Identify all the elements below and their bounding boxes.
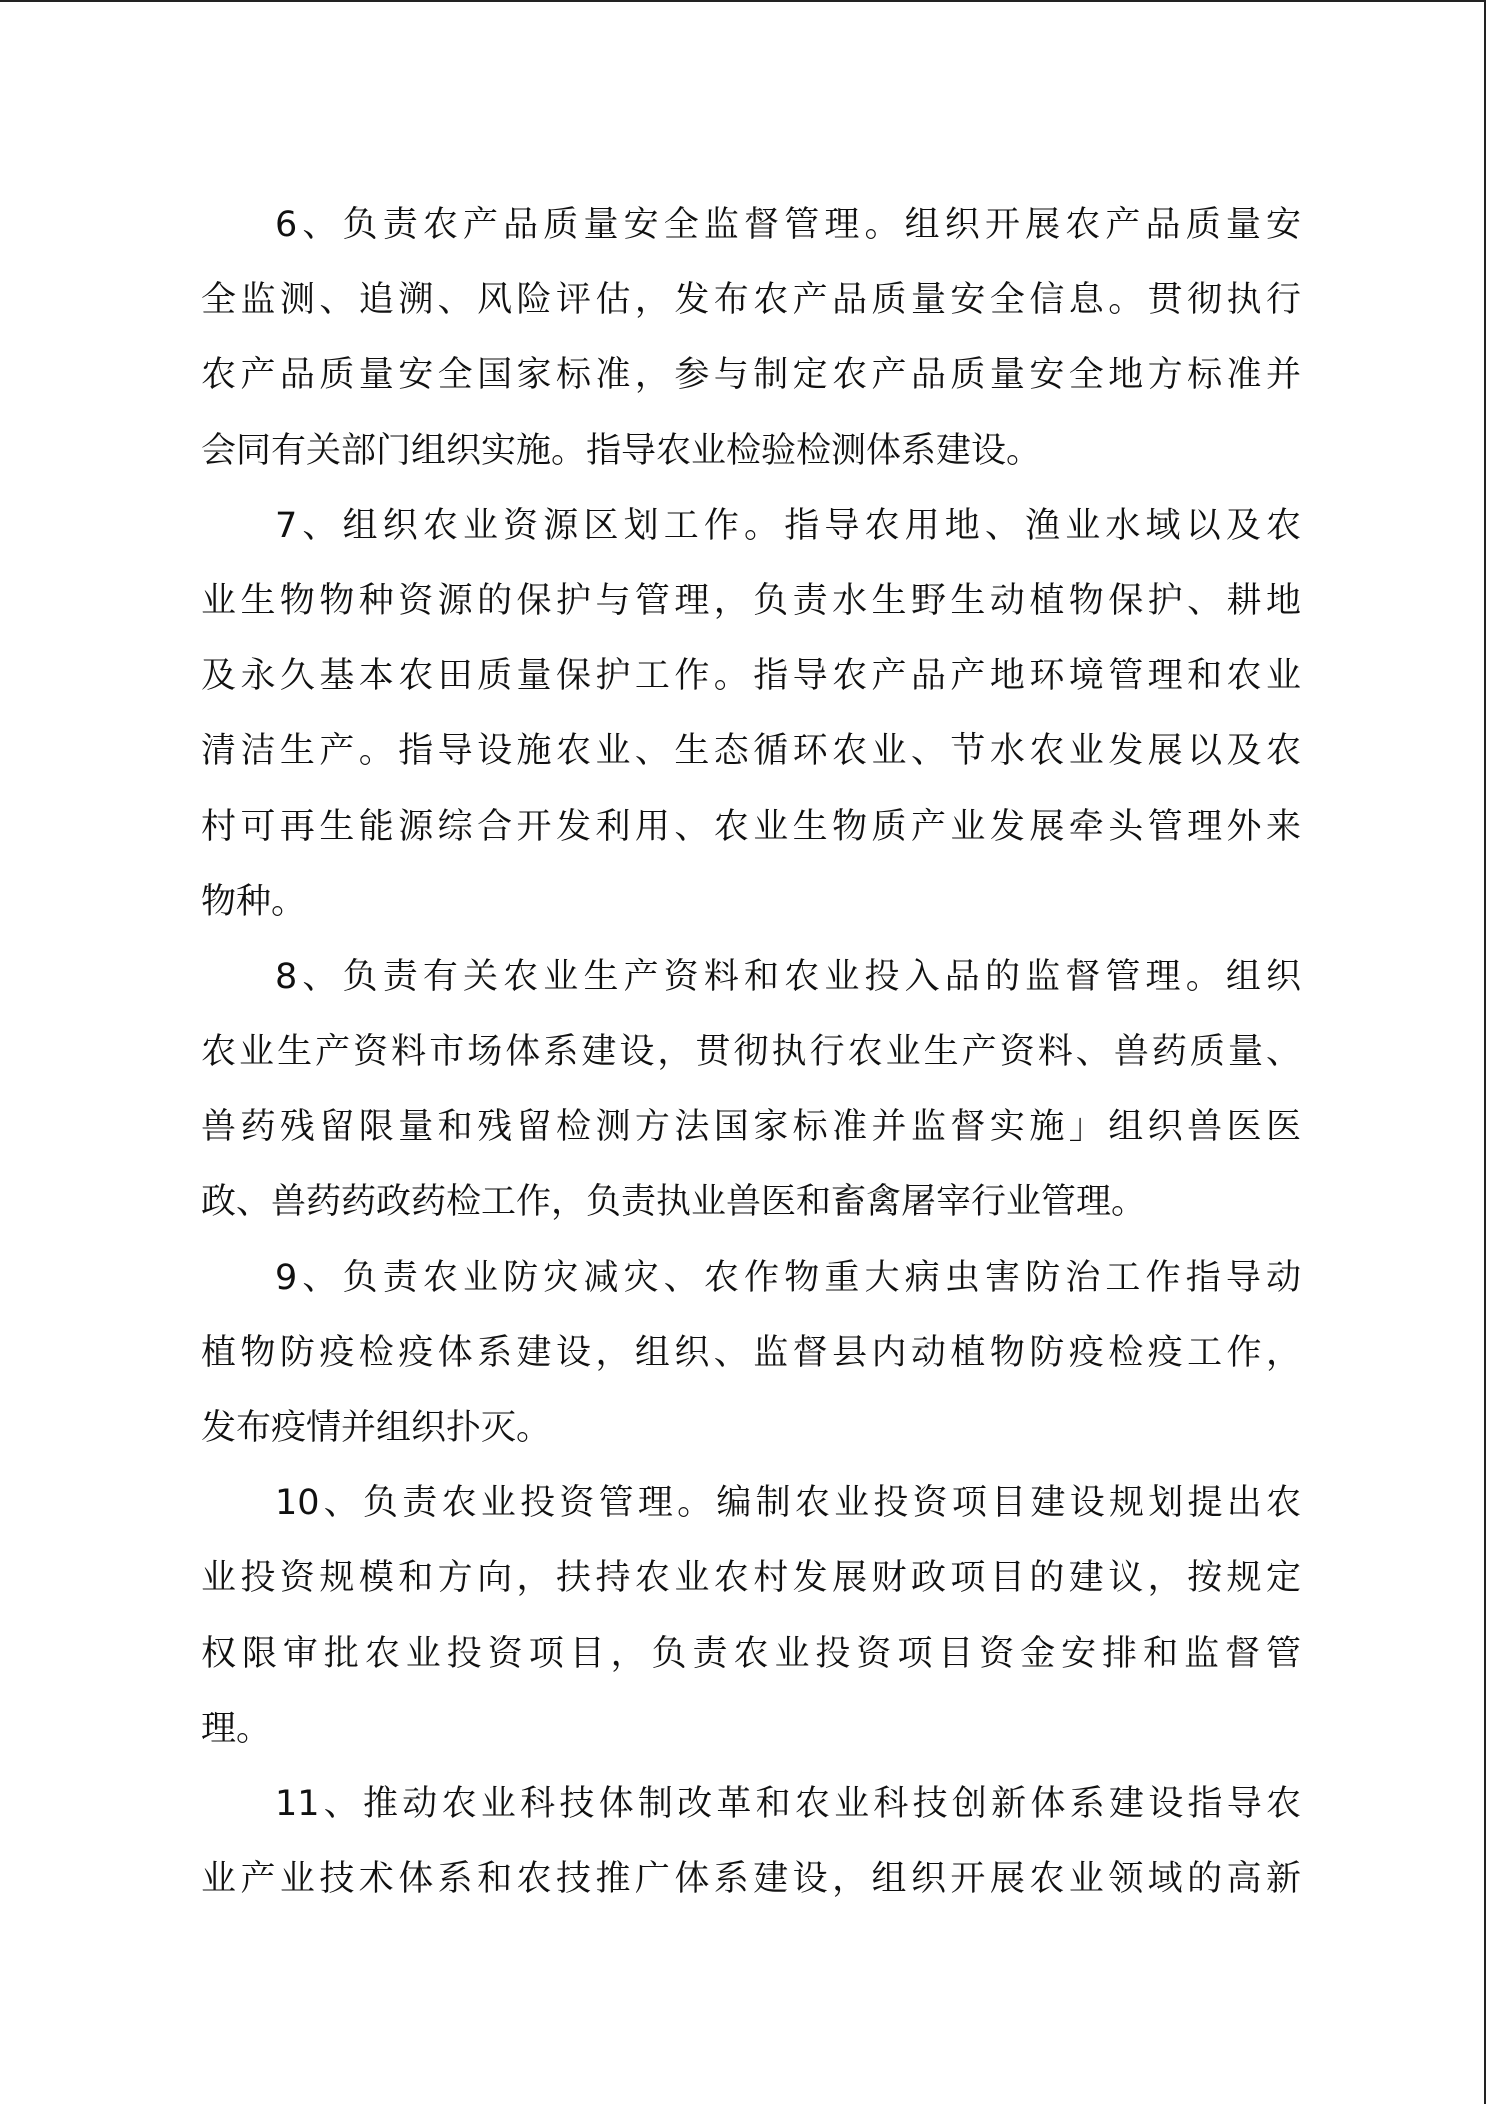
- text-line: 业生物物种资源的保护与管理，负责水生野生动植物保护、耕地: [201, 580, 1301, 621]
- paragraph: [201, 1466, 1301, 1767]
- text-line: 兽药残留限量和残留检测方法国家标准并监督实施」组织兽医医: [201, 1107, 1301, 1148]
- paragraph: [201, 188, 1301, 489]
- text-line: 农产品质量安全国家标准，参与制定农产品质量安全地方标准并: [201, 355, 1301, 396]
- text-line: 植物防疫检疫体系建设，组织、监督县内动植物防疫检疫工作，: [201, 1332, 1301, 1373]
- text-line: 9、负责农业防灾减灾、农作物重大病虫害防治工作指导动: [275, 1257, 1301, 1298]
- text-line: 11、推动农业科技体制改革和农业科技创新体系建设指导农: [275, 1783, 1301, 1824]
- text-line: 业产业技术体系和农技推广体系建设，组织开展农业领域的高新: [201, 1859, 1301, 1900]
- text-line: 政、兽药药政药检工作，负责执业兽医和畜禽屠宰行业管理。: [201, 1182, 1147, 1223]
- text-line: 农业生产资料市场体系建设，贯彻执行农业生产资料、兽药质量、: [201, 1032, 1301, 1073]
- text-line: 权限审批农业投资项目，负责农业投资项目资金安排和监督管: [201, 1633, 1301, 1674]
- text-line: 发布疫情并组织扑灭。: [201, 1408, 552, 1448]
- text-line: 村可再生能源综合开发利用、农业生物质产业发展牵头管理外来: [201, 806, 1301, 847]
- paragraph: [201, 489, 1301, 940]
- document-body: [201, 188, 1301, 1917]
- text-line: 6、负责农产品质量安全监督管理。组织开展农产品质量安: [275, 205, 1301, 245]
- paragraph: [201, 1767, 1301, 1917]
- text-line: 8、负责有关农业生产资料和农业投入品的监督管理。组织: [275, 956, 1301, 997]
- text-line: 物种。: [201, 881, 307, 922]
- text-line: 7、组织农业资源区划工作。指导农用地、渔业水域以及农: [275, 505, 1301, 546]
- text-line: 10、负责农业投资管理。编制农业投资项目建设规划提出农: [275, 1483, 1301, 1524]
- text-line: 会同有关部门组织实施。指导农业检验检测体系建设。: [201, 430, 1042, 471]
- paragraph: [201, 1241, 1301, 1467]
- paragraph: [201, 940, 1301, 1241]
- text-line: 业投资规模和方向，扶持农业农村发展财政项目的建议，按规定: [201, 1558, 1301, 1599]
- text-line: 理。: [201, 1708, 272, 1749]
- text-line: 全监测、追溯、风险评估，发布农产品质量安全信息。贯彻执行: [201, 280, 1301, 321]
- text-line: 及永久基本农田质量保护工作。指导农产品产地环境管理和农业: [201, 656, 1301, 697]
- text-line: 清洁生产。指导设施农业、生态循环农业、节水农业发展以及农: [201, 731, 1301, 772]
